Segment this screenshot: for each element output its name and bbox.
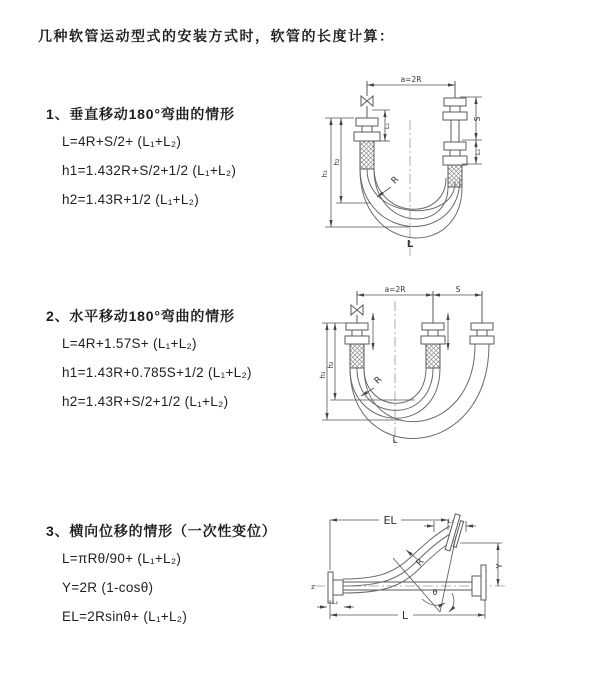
valve-icon: [361, 81, 373, 118]
dimension-EL: [330, 514, 448, 570]
page-title: 几种软管运动型式的安装方式时，软管的长度计算：: [38, 28, 395, 44]
dim-label-L1: L₁: [383, 122, 391, 130]
section2-heading: 2、水平移动180°弯曲的情形: [46, 308, 235, 324]
dimension-L2: [317, 599, 354, 607]
section2-formula-L: L=4R+1.57S+ (L₁+L₂): [62, 336, 197, 351]
section1-heading: 1、垂直移动180°弯曲的情形: [46, 106, 235, 122]
hose-u-bend: [360, 169, 462, 238]
section3-formula-Y: Y=2R (1-cosθ): [62, 580, 154, 595]
dim-label-h1: h₁: [319, 371, 327, 379]
diagram-horizontal-180-bend: [310, 283, 600, 455]
section2-formula-h1: h1=1.43R+0.785S+1/2 (L₁+L₂): [62, 365, 252, 380]
section1-formula-h2: h2=1.43R+1/2 (L₁+L₂): [62, 192, 200, 207]
dimension-L1: [424, 517, 476, 532]
dim-label-L-total: L: [406, 239, 414, 250]
dimension-a2R: [367, 75, 455, 85]
radius-callout: [377, 175, 401, 197]
dim-label-R: R: [414, 557, 427, 569]
pipe-fittings: [345, 291, 494, 368]
dim-label-R: R: [372, 374, 385, 387]
left-pipe-fitting: [354, 118, 380, 169]
dim-label-S: S: [473, 116, 482, 122]
dim-label-EL: EL: [383, 514, 397, 527]
dim-label-L-total: L: [392, 436, 398, 446]
dim-label-theta: θ: [432, 588, 438, 597]
dim-label-a2R: a=2R: [400, 75, 422, 84]
diagram-vertical-180-bend: [310, 70, 595, 265]
section2-formula-h2: h2=1.43R+S/2+1/2 (L₁+L₂): [62, 394, 229, 409]
section3-heading: 3、横向位移的情形（一次性变位）: [46, 523, 277, 539]
dim-label-Y: Y: [495, 563, 504, 569]
centerline-mark: z: [311, 583, 315, 591]
dimension-a2R: [357, 285, 433, 295]
dim-label-h1: h₁: [321, 170, 329, 178]
dimension-S: [433, 285, 482, 295]
dim-label-L2: L₂: [474, 148, 482, 156]
section3-formula-EL: EL=2Rsinθ+ (L₁+L₂): [62, 609, 188, 624]
hose-s-curve: [343, 526, 454, 593]
section1-formula-h1: h1=1.432R+S/2+1/2 (L₁+L₂): [62, 163, 237, 178]
hose-u-bends: [350, 344, 489, 438]
dim-label-R: R: [389, 174, 402, 187]
section3-formula-L: L=πRθ/90+ (L₁+L₂): [62, 551, 182, 566]
dim-label-a2R: a=2R: [384, 285, 406, 294]
dim-label-L2: L₂: [332, 599, 338, 606]
diagram-lateral-displacement: [305, 500, 600, 660]
valve-icon: [351, 291, 363, 323]
dim-label-h2: h₂: [333, 158, 341, 166]
section1-formula-L: L=4R+S/2+ (L₁+L₂): [62, 134, 182, 149]
dimension-L: [330, 600, 485, 622]
dimension-h2: [327, 323, 415, 400]
dim-label-L1: L₁: [447, 517, 455, 525]
dim-label-S: S: [455, 285, 461, 294]
dim-label-h2: h₂: [327, 361, 335, 369]
dim-label-L-total: L: [401, 609, 409, 622]
